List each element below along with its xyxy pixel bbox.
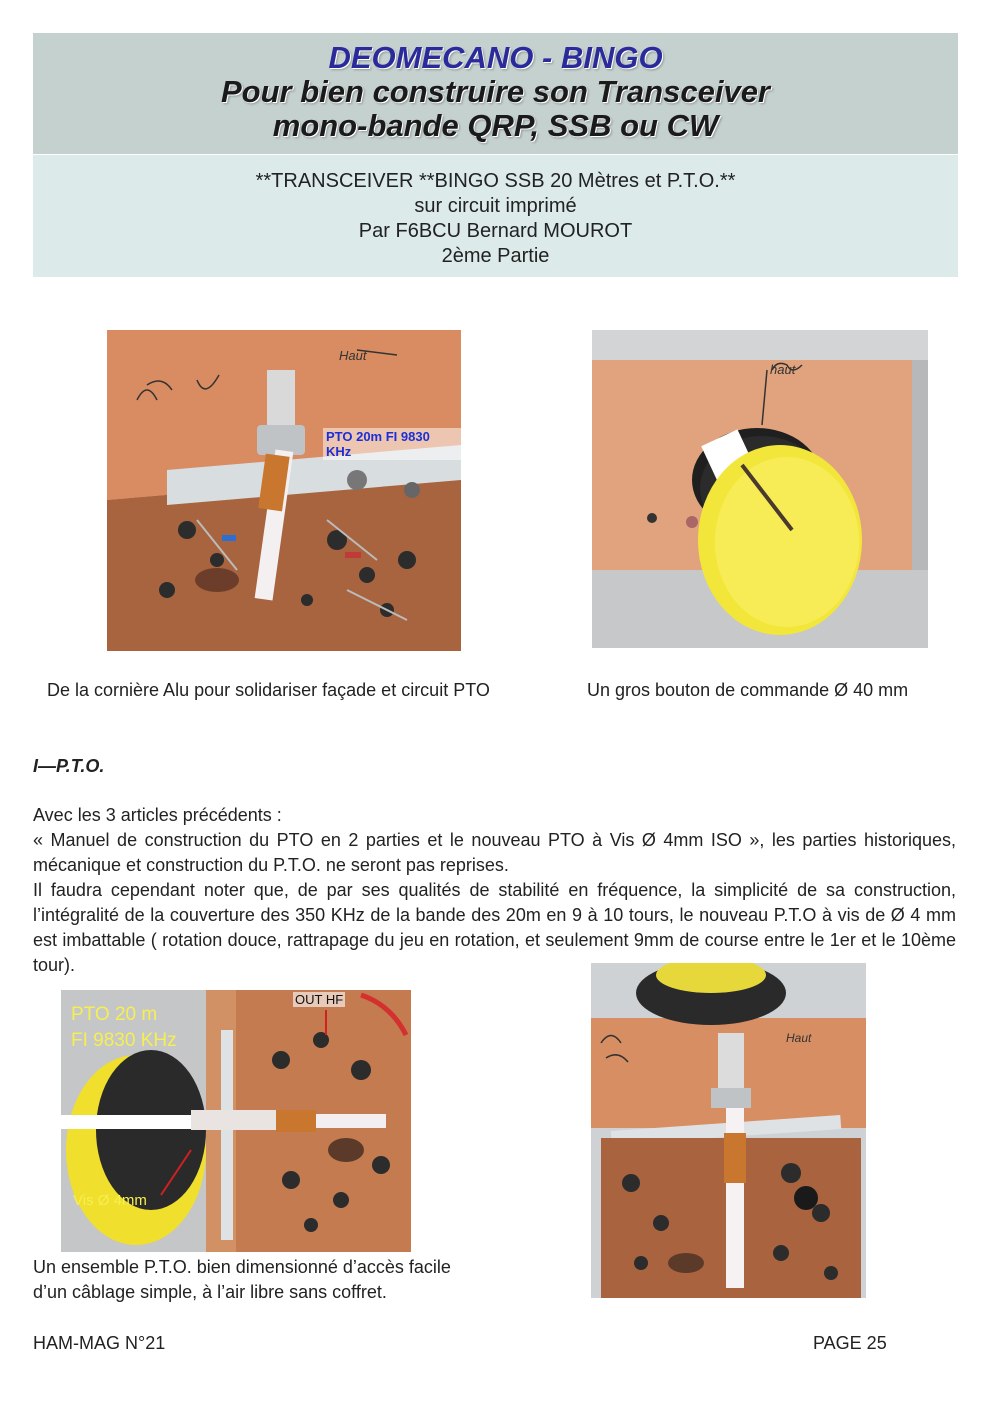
photo-pto-board-image (107, 330, 461, 651)
subtitle-line-4: 2ème Partie (441, 245, 550, 267)
title-line-2: Pour bien construire son Transceiver (221, 74, 770, 109)
vis-4mm-label: Vis Ø 4mm (73, 1192, 147, 1209)
subtitle-line-1: **TRANSCEIVER **BINGO SSB 20 Mètres et P.T.O.** (255, 170, 736, 192)
caption-bottom-line-2: d’un câblage simple, à l’air libre sans coffret. (33, 1282, 387, 1302)
fi-9830-label: FI 9830 KHz (71, 1030, 177, 1051)
photo-pto-front-image (591, 963, 866, 1298)
article-body (33, 803, 956, 878)
photo1-note: Haut (339, 348, 367, 363)
footer-magazine: HAM-MAG N°21 (33, 1333, 166, 1353)
subtitle-banner (33, 155, 958, 277)
footer-page-number: PAGE 25 (813, 1333, 887, 1353)
title-line-3: mono-bande QRP, SSB ou CW (272, 108, 719, 143)
caption-bottom-line-1: Un ensemble P.T.O. bien dimensionné d’accès facile (33, 1257, 451, 1277)
subtitle-line-2: sur circuit imprimé (414, 195, 577, 217)
photo-pto-board (107, 330, 461, 651)
section-heading: I—P.T.O. (33, 756, 105, 776)
photo-pto-assembly (61, 990, 411, 1252)
subtitle-line-3: Par F6BCU Bernard MOUROT (358, 220, 633, 242)
photo-pto-front (591, 963, 866, 1298)
caption-bottom (33, 1255, 451, 1305)
article-para-2: Il faudra cependant noter que, de par ses qualités de stabilité en fréquence, la simplicité de sa construction, l’intégralité de la couverture des 350 KHz de la bande des 20m en 9 à 10 tours, le nouveau P.T.O à vis de Ø 4 mm est imbattable ( rotation douce, rattrapage du jeu en rotation, et seulement 9mm de course entre le 1er et le 10ème tour). (33, 880, 956, 975)
title-line-1: DEOMECANO - BINGO (328, 40, 663, 75)
pto-label: PTO 20m FI 9830 KHz (323, 428, 461, 460)
pto-20m-label: PTO 20 m (71, 1004, 158, 1025)
photo2-note: haut (770, 362, 796, 377)
out-hf-label: OUT HF (295, 992, 344, 1007)
title-banner (33, 33, 958, 154)
photo-control-knob (592, 330, 928, 648)
photo4-note: Haut (786, 1031, 812, 1045)
caption-right: Un gros bouton de commande Ø 40 mm (587, 680, 909, 700)
caption-left: De la cornière Alu pour solidariser façade et circuit PTO (47, 680, 490, 700)
article-intro: Avec les 3 articles précédents : (33, 805, 282, 825)
photo-control-knob-image (592, 330, 928, 648)
article-para-1: « Manuel de construction du PTO en 2 parties et le nouveau PTO à Vis Ø 4mm ISO », les parties historiques, mécanique et construction du P.T.O. ne seront pas reprises. (33, 830, 956, 875)
